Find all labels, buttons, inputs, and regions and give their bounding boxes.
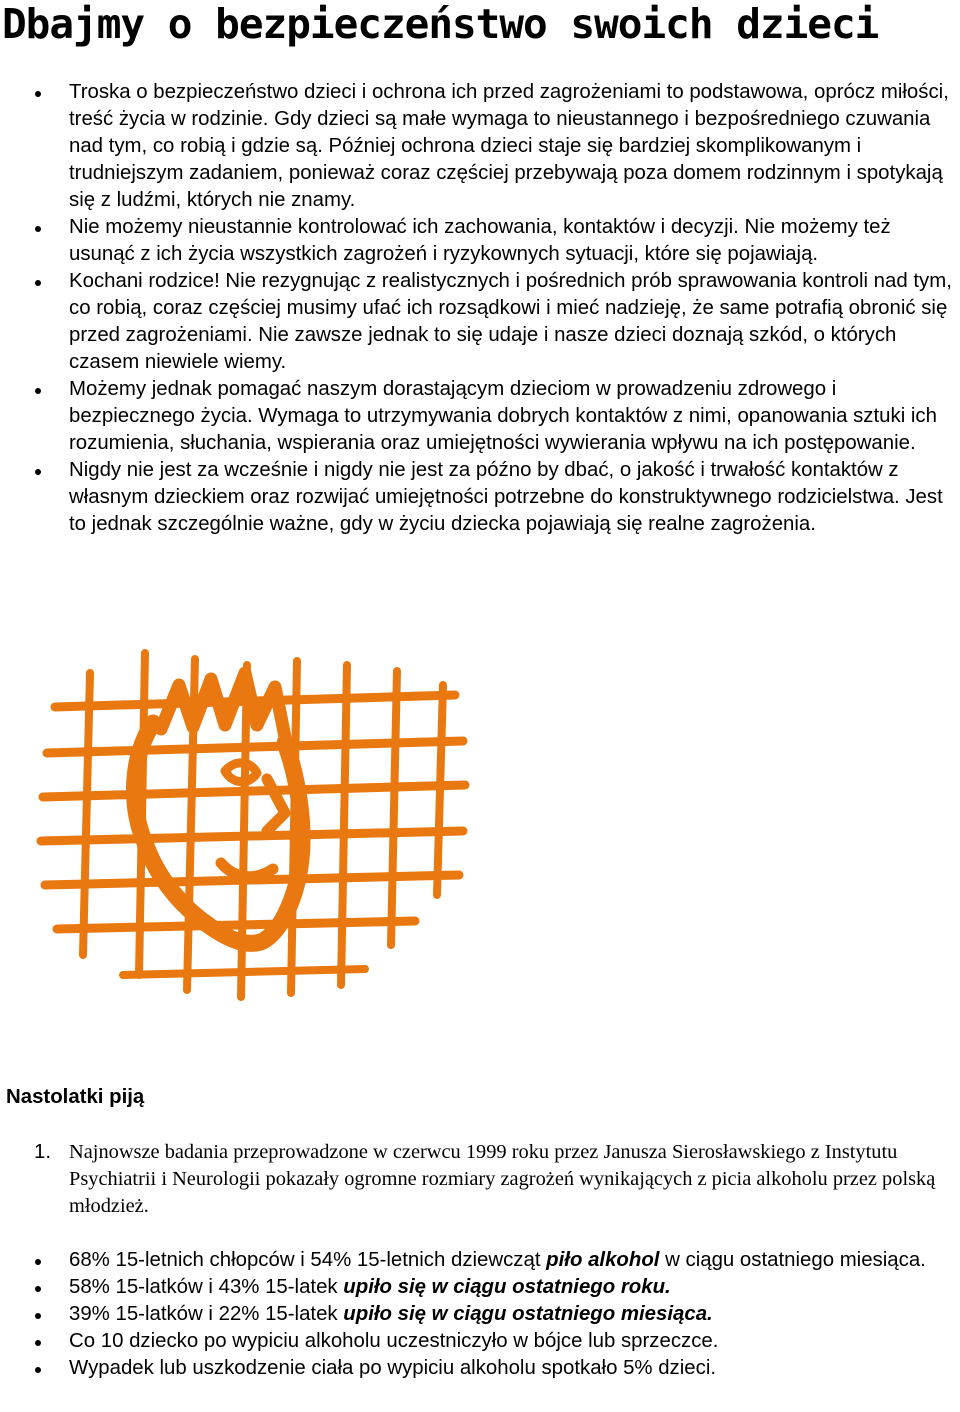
intro-bullet-list [0, 79, 960, 538]
stat-text: Co 10 dziecko po wypiciu alkoholu uczestniczyło w bójce lub sprzeczce. [69, 1330, 719, 1352]
stat-text: 39% 15-latków i 22% 15-latek [69, 1303, 344, 1325]
stat-emphasis: upiło się w ciągu ostatniego miesiąca. [343, 1303, 713, 1325]
intro-bullet: Kochani rodzice! Nie rezygnując z realistycznych i pośrednich prób sprawowania kontroli nad tym, co robią, coraz częściej musimy ufać ich rozsądkowi i mieć nadzieję, że same potrafią obronić się przed zagrożeniami. Nie zawsze jednak to się udaje i nasze dzieci doznają szkód, o których czasem niewiele wiemy. [0, 268, 960, 376]
stats-bullet-list [0, 1247, 960, 1382]
intro-bullet: Nie możemy nieustannie kontrolować ich zachowania, kontaktów i decyzji. Nie możemy też usunąć z ich życia wszystkich zagrożeń i ryzykownych sytuacji, które się pojawiają. [0, 214, 960, 268]
list-item-text: Najnowsze badania przeprowadzone w czerwcu 1999 roku przez Janusza Sierosławskiego z Instytutu Psychiatrii i Neurologii pokazały ogromne rozmiary zagrożeń wynikających z picia alkoholu przez polską młodzież. [69, 1141, 936, 1217]
stat-bullet [0, 1328, 960, 1355]
stat-text: 68% 15-letnich chłopców i 54% 15-letnich dziewcząt [69, 1249, 547, 1271]
stat-text: 58% 15-latków i 43% 15-latek [69, 1276, 344, 1298]
stat-emphasis: piło alkohol [546, 1249, 660, 1271]
stat-bullet [0, 1355, 960, 1382]
list-number: 1. [34, 1141, 52, 1163]
intro-bullet: Troska o bezpieczeństwo dzieci i ochrona ich przed zagrożeniami to podstawowa, oprócz miłości, treść życia w rodzinie. Gdy dzieci są małe wymaga to nieustannego i bezpośredniego czuwania nad tym, co robią i gdzie są. Później ochrona dzieci staje się bardziej skomplikowanym i trudniejszym zadaniem, ponieważ coraz częściej przebywają poza domem rodzinnym i spotykają się z ludźmi, których nie znamy. [0, 79, 960, 214]
page-title: Dbajmy o bezpieczeństwo swoich dzieci [2, 0, 879, 48]
intro-bullet: Nigdy nie jest za wcześnie i nigdy nie jest za późno by dbać, o jakość i trwałość kontaktów z własnym dzieckiem oraz rozwijać umiejętności potrzebne do konstruktywnego rodzicielstwa. Jest to jednak szczególnie ważne, gdy w życiu dziecka pojawiają się realne zagrożenia. [0, 457, 960, 538]
stat-bullet [0, 1274, 960, 1301]
intro-bullet: Możemy jednak pomagać naszym dorastającym dzieciom w prowadzeniu zdrowego i bezpiecznego życia. Wymaga to utrzymywania dobrych kontaktów z nimi, opanowania sztuki ich rozumienia, słuchania, wspierania oraz umiejętności wywierania wpływu na ich postępowanie. [0, 376, 960, 457]
stat-bullet [0, 1247, 960, 1274]
section-heading: Nastolatki piją [6, 1086, 145, 1108]
orange-grid-face-icon [35, 645, 470, 1007]
stat-emphasis: upiło się w ciągu ostatniego roku. [343, 1276, 671, 1298]
stat-text: w ciągu ostatniego miesiąca. [659, 1249, 926, 1271]
stat-text: Wypadek lub uszkodzenie ciała po wypiciu alkoholu spotkało 5% dzieci. [69, 1357, 717, 1379]
stat-bullet [0, 1301, 960, 1328]
